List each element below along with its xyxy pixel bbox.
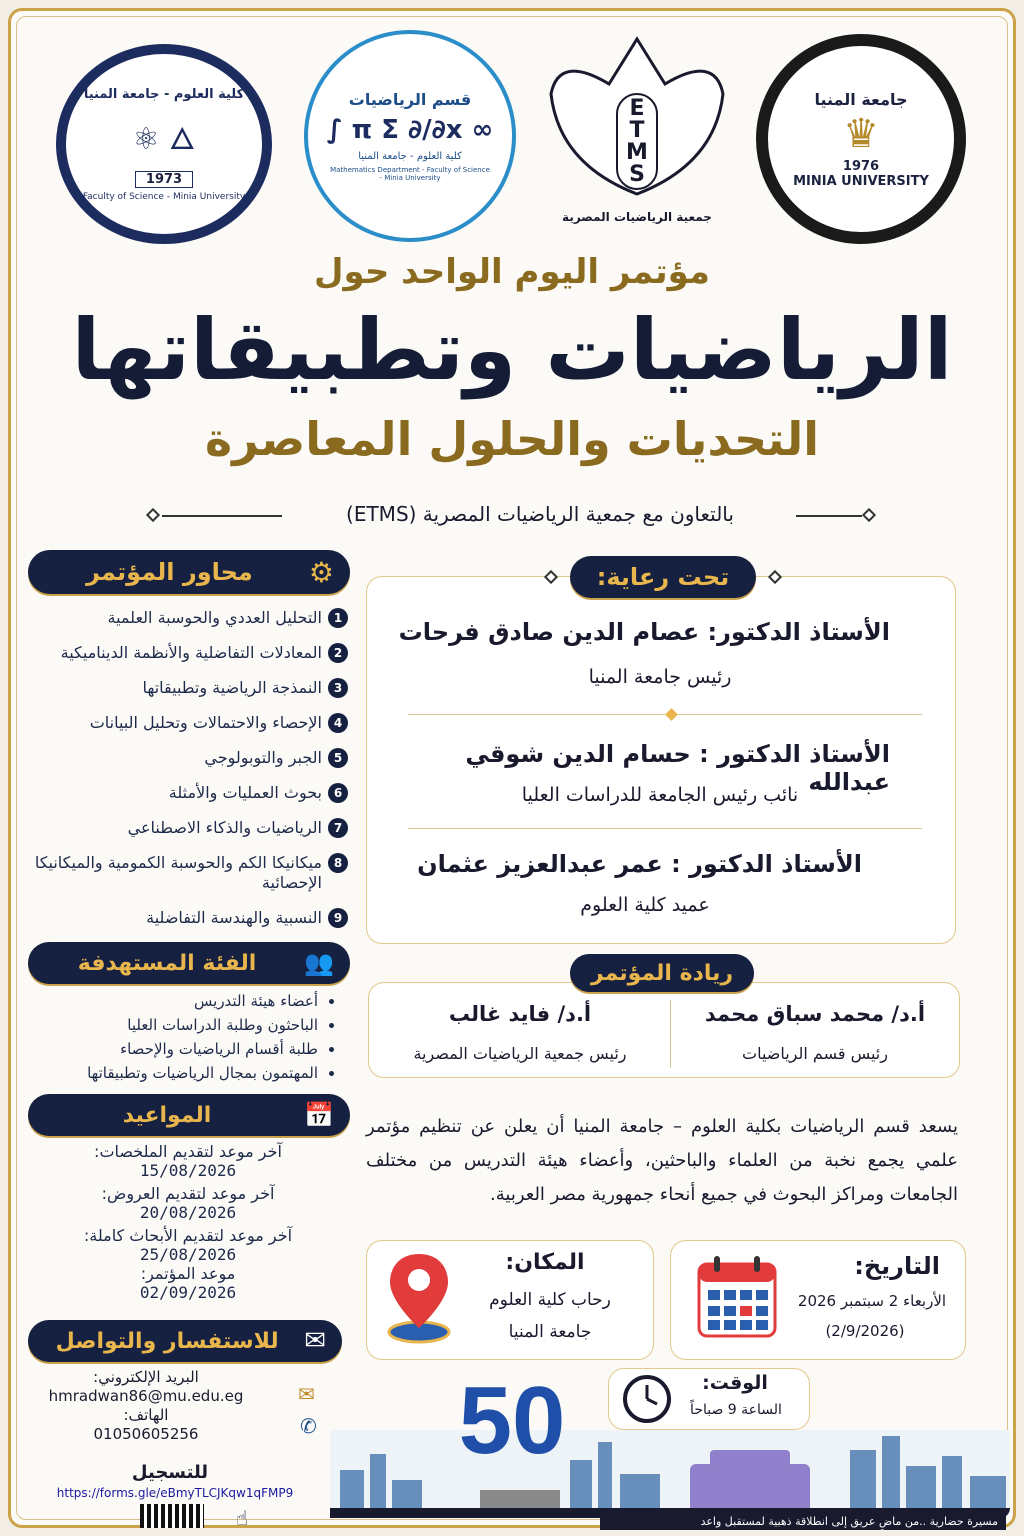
science-logo-arc-top: كلية العلوم - جامعة المنيا [83, 86, 245, 102]
axis-text: بحوث العمليات والأمثلة [168, 783, 322, 802]
patron-divider-2 [408, 828, 922, 829]
axis-text: المعادلات التفاضلية والأنظمة الديناميكية [60, 643, 322, 662]
time-line1: الساعة 9 صباحاً [690, 1402, 782, 1418]
deadline-date: 25/08/2026 [139, 1245, 237, 1264]
list-item [30, 643, 348, 663]
deadline-label: آخر موعد لتقديم الملخصات: [94, 1142, 282, 1161]
axis-number: 9 [328, 908, 348, 928]
date-line1: الأربعاء 2 سبتمبر 2026 [797, 1292, 947, 1310]
leader-1-role: رئيس قسم الرياضيات [742, 1044, 888, 1063]
audience-list [40, 992, 336, 1088]
registration-label: للتسجيل [131, 1462, 209, 1483]
calendar-big-icon [696, 1254, 778, 1340]
leadership-card [368, 982, 960, 1078]
math-symbols-icon: ∫ π Σ ∂/∂x ∞ [326, 115, 494, 145]
math-logo-arc-bottom: Mathematics Department - Faculty of Science - Minia University [330, 166, 490, 182]
envelope-icon: ✉ [304, 1326, 326, 1356]
list-item [30, 608, 348, 628]
axis-text: النسبية والهندسة التفاضلية [146, 908, 322, 927]
announcement-text: يسعد قسم الرياضيات بكلية العلوم – جامعة المنيا أن يعلن عن تنظيم مؤتمر علمي يجمع نخبة من العلماء والباحثين، وأعضاء هيئة التدريس من مختلف الجامعات ومراكز البحوث في جميع أنحاء جمهورية مصر العربية. [366, 1116, 958, 1205]
math-logo-inner: كلية العلوم - جامعة المنيا [358, 151, 462, 162]
list-item [30, 908, 348, 928]
axis-text: النمذجة الرياضية وتطبيقاتها [142, 678, 322, 697]
etms-logo [545, 34, 729, 234]
axis-number: 5 [328, 748, 348, 768]
math-department-logo [304, 30, 516, 242]
list-item [30, 818, 348, 838]
gear-icon: ⚙ [308, 555, 334, 589]
list-item [30, 748, 348, 768]
patron-2-role: نائب رئيس الجامعة للدراسات العليا [521, 784, 799, 806]
nefertiti-atom-emblem: ⚛ 🜂 [132, 121, 196, 157]
axes-heading-pill [28, 550, 350, 594]
fifty-badge: 50 [458, 1367, 566, 1474]
deadlines-heading: المواعيد [122, 1102, 212, 1128]
phone-link[interactable]: 01050605256 [93, 1425, 199, 1443]
list-item: • المهتمون بمجال الرياضيات وتطبيقاتها [40, 1064, 318, 1082]
patron-1-role: رئيس جامعة المنيا [588, 666, 732, 688]
date-line2: (2/9/2026) [825, 1322, 905, 1340]
deadline-label: آخر موعد لتقديم الأبحاث كاملة: [83, 1226, 293, 1245]
deadlines-heading-pill [28, 1094, 350, 1136]
cooperation-text: بالتعاون مع جمعية الرياضيات المصرية (ETMS) [346, 502, 734, 526]
contact-heading-pill [28, 1320, 342, 1362]
phone-label: الهاتف: [123, 1406, 169, 1424]
science-logo-arc-bottom: Faculty of Science - Minia University [82, 191, 246, 202]
axis-number: 6 [328, 783, 348, 803]
axes-list [30, 608, 348, 943]
patron-2-name: الأستاذ الدكتور : حسام الدين شوقي عبدالله [465, 740, 890, 796]
axis-text: الإحصاء والاحتمالات وتحليل البيانات [89, 713, 322, 732]
axis-number: 7 [328, 818, 348, 838]
etms-letter-s: S [629, 162, 645, 187]
footer-slogan: مسيرة حضارية ..من ماضٍ عريق إلى انطلاقة ذهبية لمستقبل واعد [600, 1514, 1006, 1530]
minia-logo-arc-bottom: MINIA UNIVERSITY [793, 173, 929, 189]
leader-2-name: أ.د/ فايد غالب [448, 1002, 592, 1026]
main-title: الرياضيات وتطبيقاتها [71, 301, 953, 399]
email-label: البريد الإلكتروني: [93, 1368, 199, 1386]
etms-caption: جمعية الرياضيات المصرية [562, 210, 712, 224]
contact-block [44, 1368, 248, 1444]
axis-text: الرياضيات والذكاء الاصطناعي [127, 818, 322, 837]
minia-logo-arc-top: جامعة المنيا [814, 89, 908, 109]
map-pin-icon [384, 1250, 454, 1346]
minia-university-logo [756, 34, 966, 244]
cooperation-line-right [796, 515, 862, 517]
axes-heading: محاور المؤتمر [86, 558, 253, 586]
registration-url[interactable]: https://forms.gle/eBmyTLCJKqw1qFMP9 [56, 1486, 294, 1500]
axis-number: 8 [328, 853, 348, 873]
patron-3-name: الأستاذ الدكتور : عمر عبدالعزيز عثمان [417, 850, 862, 878]
place-line2: جامعة المنيا [508, 1322, 592, 1342]
deadline-date: 02/09/2026 [139, 1283, 237, 1302]
science-logo-year: 1973 [135, 171, 193, 188]
audience-heading: الفئة المستهدفة [77, 950, 257, 976]
clock-icon [622, 1374, 672, 1424]
list-item: • طلبة أقسام الرياضيات والإحصاء [40, 1040, 318, 1058]
email-link[interactable]: hmradwan86@mu.edu.eg [48, 1387, 244, 1405]
time-label: الوقت: [702, 1372, 768, 1394]
deadlines-list [40, 1142, 336, 1302]
etms-letter-e: E [629, 96, 645, 121]
list-item [30, 713, 348, 733]
audience-heading-pill [28, 942, 350, 984]
axis-number: 2 [328, 643, 348, 663]
deadline-label: آخر موعد لتقديم العروض: [101, 1184, 275, 1203]
date-label: التاريخ: [854, 1252, 940, 1280]
patron-3-role: عميد كلية العلوم [580, 894, 710, 916]
leader-2-role: رئيس جمعية الرياضيات المصرية [413, 1044, 627, 1063]
axis-text: الجبر والتوبولوجي [204, 748, 322, 767]
contact-heading: للاستفسار والتواصل [55, 1328, 279, 1354]
calendar-icon: 📅 [304, 1101, 334, 1129]
list-item [30, 783, 348, 803]
faculty-of-science-logo [56, 44, 272, 244]
pointer-hand-icon: ☝ [236, 1506, 249, 1530]
place-line1: رحاب كلية العلوم [489, 1290, 611, 1310]
patron-1-name: الأستاذ الدكتور: عصام الدين صادق فرحات [398, 618, 890, 646]
axis-text: ميكانيكا الكم والحوسبة الكمومية والميكانيكا الإحصائية [34, 853, 322, 892]
leadership-divider [670, 1000, 671, 1068]
etms-letter-t: T [629, 118, 645, 143]
nefertiti-book-emblem: ♛ [843, 110, 879, 157]
list-item [30, 853, 348, 893]
leadership-heading-pill [570, 954, 754, 992]
leader-1-name: أ.د/ محمد سباق محمد [704, 1002, 926, 1026]
minia-logo-year: 1976 [842, 158, 880, 174]
axis-number: 4 [328, 713, 348, 733]
patronage-heading: تحت رعاية: [596, 563, 730, 591]
leadership-heading: ريادة المؤتمر [590, 960, 734, 986]
phone-icon: ✆ [300, 1414, 317, 1438]
list-item [30, 678, 348, 698]
mail-small-icon: ✉ [298, 1382, 315, 1406]
cooperation-line-left [162, 515, 282, 517]
list-item: • الباحثون وطلبة الدراسات العليا [40, 1016, 318, 1034]
axis-text: التحليل العددي والحوسبة العلمية [107, 608, 322, 627]
people-icon: 👥 [304, 949, 334, 977]
subtitle: التحديات والحلول المعاصرة [205, 412, 819, 466]
axis-number: 1 [328, 608, 348, 628]
deadline-date: 15/08/2026 [139, 1161, 237, 1180]
deadline-date: 20/08/2026 [139, 1203, 237, 1222]
city-skyline [330, 1430, 1010, 1518]
axis-number: 3 [328, 678, 348, 698]
math-logo-arc-top: قسم الرياضيات [348, 90, 472, 109]
list-item: • أعضاء هيئة التدريس [40, 992, 318, 1010]
qr-code[interactable] [140, 1504, 204, 1528]
place-label: المكان: [505, 1250, 585, 1275]
etms-letter-m: M [626, 140, 648, 165]
pre-title: مؤتمر اليوم الواحد حول [314, 252, 710, 292]
patronage-heading-pill [570, 556, 756, 598]
deadline-label: موعد المؤتمر: [140, 1264, 236, 1283]
